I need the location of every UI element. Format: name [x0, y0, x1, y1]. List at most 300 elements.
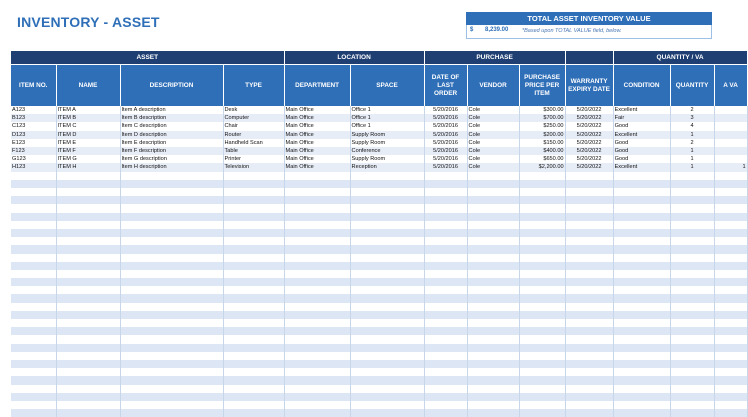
cell-quantity[interactable]: [670, 278, 714, 286]
cell-purchase-price[interactable]: [519, 360, 565, 368]
cell-space[interactable]: Conference: [350, 147, 424, 155]
cell-description[interactable]: Item C description: [120, 122, 223, 130]
cell-vendor[interactable]: [467, 278, 519, 286]
cell-asset-value[interactable]: [714, 393, 747, 401]
cell-purchase-price[interactable]: [519, 262, 565, 270]
cell-asset-value[interactable]: [714, 344, 747, 352]
cell-quantity[interactable]: [670, 229, 714, 237]
cell-condition[interactable]: [613, 303, 670, 311]
cell-vendor[interactable]: Cole: [467, 131, 519, 139]
cell-date-last-order[interactable]: [424, 172, 467, 180]
cell-name[interactable]: [56, 401, 120, 409]
cell-vendor[interactable]: [467, 376, 519, 384]
cell-space[interactable]: [350, 204, 424, 212]
cell-warranty-expiry[interactable]: [565, 376, 613, 384]
cell-date-last-order[interactable]: [424, 368, 467, 376]
cell-department[interactable]: [284, 327, 350, 335]
cell-name[interactable]: ITEM B: [56, 114, 120, 122]
cell-vendor[interactable]: [467, 327, 519, 335]
cell-department[interactable]: [284, 213, 350, 221]
cell-department[interactable]: Main Office: [284, 131, 350, 139]
cell-condition[interactable]: [613, 237, 670, 245]
cell-quantity[interactable]: 3: [670, 114, 714, 122]
cell-description[interactable]: [120, 344, 223, 352]
cell-purchase-price[interactable]: [519, 204, 565, 212]
cell-name[interactable]: [56, 352, 120, 360]
cell-asset-value[interactable]: [714, 122, 747, 130]
cell-condition[interactable]: [613, 294, 670, 302]
cell-type[interactable]: [223, 401, 284, 409]
cell-quantity[interactable]: [670, 352, 714, 360]
cell-item-no[interactable]: [11, 385, 56, 393]
cell-condition[interactable]: [613, 401, 670, 409]
cell-name[interactable]: ITEM F: [56, 147, 120, 155]
cell-description[interactable]: [120, 188, 223, 196]
cell-vendor[interactable]: [467, 262, 519, 270]
cell-condition[interactable]: [613, 409, 670, 417]
cell-space[interactable]: [350, 294, 424, 302]
col-name[interactable]: NAME: [56, 65, 120, 107]
cell-department[interactable]: [284, 286, 350, 294]
cell-department[interactable]: [284, 237, 350, 245]
cell-department[interactable]: [284, 368, 350, 376]
cell-space[interactable]: [350, 237, 424, 245]
cell-asset-value[interactable]: [714, 139, 747, 147]
cell-date-last-order[interactable]: [424, 335, 467, 343]
cell-asset-value[interactable]: [714, 254, 747, 262]
cell-name[interactable]: ITEM D: [56, 131, 120, 139]
cell-type[interactable]: [223, 204, 284, 212]
cell-description[interactable]: [120, 204, 223, 212]
cell-vendor[interactable]: [467, 245, 519, 253]
cell-condition[interactable]: Fair: [613, 114, 670, 122]
cell-department[interactable]: [284, 196, 350, 204]
cell-date-last-order[interactable]: [424, 311, 467, 319]
cell-warranty-expiry[interactable]: 5/20/2022: [565, 155, 613, 163]
cell-space[interactable]: [350, 401, 424, 409]
cell-date-last-order[interactable]: [424, 327, 467, 335]
cell-type[interactable]: [223, 385, 284, 393]
cell-quantity[interactable]: [670, 335, 714, 343]
cell-condition[interactable]: Good: [613, 139, 670, 147]
cell-description[interactable]: [120, 401, 223, 409]
cell-name[interactable]: [56, 303, 120, 311]
cell-asset-value[interactable]: [714, 409, 747, 417]
cell-purchase-price[interactable]: [519, 344, 565, 352]
cell-description[interactable]: [120, 376, 223, 384]
cell-name[interactable]: [56, 237, 120, 245]
cell-item-no[interactable]: [11, 278, 56, 286]
cell-date-last-order[interactable]: [424, 278, 467, 286]
cell-quantity[interactable]: [670, 401, 714, 409]
cell-vendor[interactable]: [467, 172, 519, 180]
cell-condition[interactable]: [613, 229, 670, 237]
cell-department[interactable]: Main Office: [284, 147, 350, 155]
cell-date-last-order[interactable]: [424, 196, 467, 204]
cell-date-last-order[interactable]: [424, 270, 467, 278]
cell-vendor[interactable]: [467, 409, 519, 417]
cell-description[interactable]: Item G description: [120, 155, 223, 163]
cell-type[interactable]: [223, 180, 284, 188]
cell-quantity[interactable]: [670, 409, 714, 417]
cell-quantity[interactable]: [670, 368, 714, 376]
cell-type[interactable]: [223, 286, 284, 294]
cell-quantity[interactable]: [670, 270, 714, 278]
cell-description[interactable]: Item H description: [120, 163, 223, 171]
cell-warranty-expiry[interactable]: 5/20/2022: [565, 114, 613, 122]
cell-type[interactable]: Computer: [223, 114, 284, 122]
cell-name[interactable]: [56, 278, 120, 286]
cell-vendor[interactable]: [467, 385, 519, 393]
cell-item-no[interactable]: [11, 237, 56, 245]
cell-vendor[interactable]: [467, 196, 519, 204]
cell-quantity[interactable]: [670, 294, 714, 302]
cell-asset-value[interactable]: [714, 131, 747, 139]
cell-purchase-price[interactable]: [519, 368, 565, 376]
cell-name[interactable]: ITEM H: [56, 163, 120, 171]
cell-date-last-order[interactable]: [424, 237, 467, 245]
cell-department[interactable]: Main Office: [284, 155, 350, 163]
cell-item-no[interactable]: [11, 393, 56, 401]
cell-vendor[interactable]: [467, 254, 519, 262]
cell-asset-value[interactable]: [714, 196, 747, 204]
cell-quantity[interactable]: [670, 221, 714, 229]
cell-vendor[interactable]: [467, 303, 519, 311]
cell-condition[interactable]: [613, 352, 670, 360]
cell-quantity[interactable]: [670, 172, 714, 180]
cell-space[interactable]: Reception: [350, 163, 424, 171]
cell-warranty-expiry[interactable]: [565, 262, 613, 270]
cell-purchase-price[interactable]: $200.00: [519, 131, 565, 139]
cell-description[interactable]: [120, 409, 223, 417]
cell-space[interactable]: [350, 368, 424, 376]
cell-condition[interactable]: [613, 204, 670, 212]
cell-vendor[interactable]: [467, 368, 519, 376]
cell-space[interactable]: [350, 360, 424, 368]
cell-condition[interactable]: [613, 344, 670, 352]
cell-space[interactable]: [350, 393, 424, 401]
cell-description[interactable]: [120, 327, 223, 335]
cell-warranty-expiry[interactable]: [565, 303, 613, 311]
cell-purchase-price[interactable]: $400.00: [519, 147, 565, 155]
cell-vendor[interactable]: Cole: [467, 106, 519, 114]
cell-department[interactable]: [284, 409, 350, 417]
cell-description[interactable]: [120, 303, 223, 311]
cell-space[interactable]: [350, 221, 424, 229]
cell-asset-value[interactable]: 1: [714, 163, 747, 171]
cell-quantity[interactable]: [670, 196, 714, 204]
cell-purchase-price[interactable]: [519, 237, 565, 245]
cell-type[interactable]: [223, 294, 284, 302]
cell-warranty-expiry[interactable]: [565, 335, 613, 343]
cell-warranty-expiry[interactable]: [565, 311, 613, 319]
cell-description[interactable]: Item F description: [120, 147, 223, 155]
cell-vendor[interactable]: Cole: [467, 114, 519, 122]
cell-warranty-expiry[interactable]: [565, 278, 613, 286]
cell-department[interactable]: Main Office: [284, 163, 350, 171]
cell-item-no[interactable]: [11, 221, 56, 229]
cell-warranty-expiry[interactable]: 5/20/2022: [565, 163, 613, 171]
cell-item-no[interactable]: [11, 286, 56, 294]
cell-department[interactable]: Main Office: [284, 139, 350, 147]
cell-description[interactable]: [120, 221, 223, 229]
cell-description[interactable]: [120, 393, 223, 401]
cell-item-no[interactable]: [11, 319, 56, 327]
cell-purchase-price[interactable]: [519, 401, 565, 409]
cell-asset-value[interactable]: [714, 172, 747, 180]
cell-vendor[interactable]: [467, 229, 519, 237]
cell-name[interactable]: [56, 294, 120, 302]
cell-asset-value[interactable]: [714, 114, 747, 122]
cell-description[interactable]: [120, 319, 223, 327]
cell-vendor[interactable]: [467, 335, 519, 343]
cell-warranty-expiry[interactable]: [565, 237, 613, 245]
cell-name[interactable]: [56, 368, 120, 376]
cell-space[interactable]: [350, 180, 424, 188]
cell-quantity[interactable]: [670, 393, 714, 401]
col-warranty-expiry[interactable]: WARRANTY EXPIRY DATE: [565, 65, 613, 107]
cell-vendor[interactable]: [467, 221, 519, 229]
cell-space[interactable]: Office 1: [350, 114, 424, 122]
cell-description[interactable]: [120, 270, 223, 278]
cell-warranty-expiry[interactable]: [565, 294, 613, 302]
cell-purchase-price[interactable]: [519, 294, 565, 302]
cell-name[interactable]: [56, 204, 120, 212]
cell-item-no[interactable]: [11, 376, 56, 384]
col-space[interactable]: SPACE: [350, 65, 424, 107]
cell-warranty-expiry[interactable]: [565, 270, 613, 278]
col-purchase-price[interactable]: PURCHASE PRICE PER ITEM: [519, 65, 565, 107]
cell-purchase-price[interactable]: [519, 188, 565, 196]
cell-date-last-order[interactable]: 5/20/2016: [424, 163, 467, 171]
cell-warranty-expiry[interactable]: [565, 352, 613, 360]
cell-warranty-expiry[interactable]: [565, 180, 613, 188]
cell-type[interactable]: [223, 254, 284, 262]
cell-warranty-expiry[interactable]: [565, 286, 613, 294]
cell-department[interactable]: [284, 262, 350, 270]
cell-asset-value[interactable]: [714, 270, 747, 278]
cell-description[interactable]: [120, 294, 223, 302]
cell-vendor[interactable]: [467, 188, 519, 196]
cell-description[interactable]: [120, 213, 223, 221]
cell-vendor[interactable]: [467, 270, 519, 278]
cell-condition[interactable]: [613, 335, 670, 343]
cell-quantity[interactable]: [670, 286, 714, 294]
cell-quantity[interactable]: [670, 303, 714, 311]
cell-description[interactable]: [120, 335, 223, 343]
cell-description[interactable]: [120, 172, 223, 180]
cell-department[interactable]: [284, 278, 350, 286]
cell-space[interactable]: Supply Room: [350, 139, 424, 147]
cell-asset-value[interactable]: [714, 319, 747, 327]
cell-purchase-price[interactable]: $300.00: [519, 106, 565, 114]
cell-quantity[interactable]: [670, 254, 714, 262]
cell-asset-value[interactable]: [714, 106, 747, 114]
cell-quantity[interactable]: [670, 188, 714, 196]
cell-asset-value[interactable]: [714, 221, 747, 229]
cell-description[interactable]: [120, 229, 223, 237]
cell-item-no[interactable]: [11, 245, 56, 253]
cell-condition[interactable]: [613, 270, 670, 278]
cell-warranty-expiry[interactable]: [565, 368, 613, 376]
cell-warranty-expiry[interactable]: 5/20/2022: [565, 147, 613, 155]
cell-type[interactable]: [223, 172, 284, 180]
cell-type[interactable]: [223, 221, 284, 229]
cell-date-last-order[interactable]: 5/20/2016: [424, 131, 467, 139]
cell-date-last-order[interactable]: [424, 286, 467, 294]
cell-quantity[interactable]: [670, 213, 714, 221]
cell-condition[interactable]: Good: [613, 155, 670, 163]
cell-description[interactable]: [120, 196, 223, 204]
cell-department[interactable]: [284, 311, 350, 319]
cell-item-no[interactable]: [11, 294, 56, 302]
cell-quantity[interactable]: [670, 344, 714, 352]
cell-asset-value[interactable]: [714, 245, 747, 253]
cell-quantity[interactable]: [670, 311, 714, 319]
cell-item-no[interactable]: B123: [11, 114, 56, 122]
cell-type[interactable]: [223, 335, 284, 343]
cell-date-last-order[interactable]: 5/20/2016: [424, 122, 467, 130]
cell-quantity[interactable]: [670, 262, 714, 270]
cell-purchase-price[interactable]: [519, 409, 565, 417]
cell-space[interactable]: Office 1: [350, 122, 424, 130]
cell-department[interactable]: [284, 319, 350, 327]
cell-condition[interactable]: [613, 376, 670, 384]
cell-warranty-expiry[interactable]: [565, 385, 613, 393]
cell-asset-value[interactable]: [714, 278, 747, 286]
cell-purchase-price[interactable]: [519, 319, 565, 327]
cell-item-no[interactable]: A123: [11, 106, 56, 114]
cell-warranty-expiry[interactable]: 5/20/2022: [565, 106, 613, 114]
cell-space[interactable]: [350, 385, 424, 393]
cell-warranty-expiry[interactable]: [565, 401, 613, 409]
cell-name[interactable]: ITEM E: [56, 139, 120, 147]
cell-name[interactable]: [56, 319, 120, 327]
cell-purchase-price[interactable]: [519, 385, 565, 393]
cell-description[interactable]: [120, 286, 223, 294]
cell-name[interactable]: [56, 393, 120, 401]
cell-item-no[interactable]: [11, 344, 56, 352]
cell-date-last-order[interactable]: [424, 245, 467, 253]
col-type[interactable]: TYPE: [223, 65, 284, 107]
cell-item-no[interactable]: D123: [11, 131, 56, 139]
cell-space[interactable]: [350, 311, 424, 319]
cell-warranty-expiry[interactable]: [565, 409, 613, 417]
cell-purchase-price[interactable]: $150.00: [519, 139, 565, 147]
cell-date-last-order[interactable]: [424, 188, 467, 196]
cell-quantity[interactable]: 1: [670, 155, 714, 163]
cell-type[interactable]: Television: [223, 163, 284, 171]
cell-condition[interactable]: Excellent: [613, 106, 670, 114]
total-value-cell[interactable]: [466, 25, 712, 39]
col-condition[interactable]: CONDITION: [613, 65, 670, 107]
cell-warranty-expiry[interactable]: [565, 327, 613, 335]
cell-name[interactable]: [56, 196, 120, 204]
cell-type[interactable]: [223, 237, 284, 245]
cell-description[interactable]: Item E description: [120, 139, 223, 147]
cell-space[interactable]: [350, 229, 424, 237]
cell-purchase-price[interactable]: [519, 286, 565, 294]
cell-purchase-price[interactable]: [519, 254, 565, 262]
cell-department[interactable]: [284, 376, 350, 384]
cell-department[interactable]: [284, 401, 350, 409]
cell-quantity[interactable]: 2: [670, 139, 714, 147]
cell-date-last-order[interactable]: [424, 204, 467, 212]
cell-condition[interactable]: [613, 319, 670, 327]
col-date-last-order[interactable]: DATE OF LAST ORDER: [424, 65, 467, 107]
cell-purchase-price[interactable]: $250.00: [519, 122, 565, 130]
cell-name[interactable]: [56, 262, 120, 270]
cell-date-last-order[interactable]: [424, 180, 467, 188]
cell-description[interactable]: [120, 180, 223, 188]
cell-asset-value[interactable]: [714, 262, 747, 270]
cell-name[interactable]: [56, 376, 120, 384]
cell-item-no[interactable]: F123: [11, 147, 56, 155]
cell-condition[interactable]: [613, 213, 670, 221]
cell-description[interactable]: [120, 262, 223, 270]
cell-space[interactable]: [350, 376, 424, 384]
cell-purchase-price[interactable]: [519, 196, 565, 204]
cell-purchase-price[interactable]: $700.00: [519, 114, 565, 122]
cell-quantity[interactable]: [670, 360, 714, 368]
cell-name[interactable]: [56, 385, 120, 393]
cell-type[interactable]: [223, 344, 284, 352]
cell-vendor[interactable]: Cole: [467, 163, 519, 171]
cell-department[interactable]: Main Office: [284, 106, 350, 114]
cell-item-no[interactable]: [11, 401, 56, 409]
cell-department[interactable]: [284, 188, 350, 196]
cell-item-no[interactable]: [11, 352, 56, 360]
cell-purchase-price[interactable]: [519, 180, 565, 188]
cell-asset-value[interactable]: [714, 229, 747, 237]
cell-vendor[interactable]: [467, 401, 519, 409]
cell-warranty-expiry[interactable]: [565, 188, 613, 196]
cell-condition[interactable]: [613, 221, 670, 229]
cell-vendor[interactable]: [467, 294, 519, 302]
cell-item-no[interactable]: [11, 335, 56, 343]
col-department[interactable]: DEPARTMENT: [284, 65, 350, 107]
cell-warranty-expiry[interactable]: [565, 319, 613, 327]
cell-condition[interactable]: [613, 245, 670, 253]
cell-type[interactable]: [223, 188, 284, 196]
cell-condition[interactable]: [613, 278, 670, 286]
cell-purchase-price[interactable]: [519, 221, 565, 229]
cell-asset-value[interactable]: [714, 294, 747, 302]
cell-asset-value[interactable]: [714, 311, 747, 319]
cell-space[interactable]: [350, 344, 424, 352]
cell-type[interactable]: Chair: [223, 122, 284, 130]
cell-space[interactable]: [350, 270, 424, 278]
cell-purchase-price[interactable]: [519, 213, 565, 221]
cell-quantity[interactable]: 1: [670, 147, 714, 155]
cell-space[interactable]: [350, 327, 424, 335]
cell-asset-value[interactable]: [714, 180, 747, 188]
cell-vendor[interactable]: Cole: [467, 139, 519, 147]
cell-vendor[interactable]: [467, 360, 519, 368]
cell-condition[interactable]: [613, 262, 670, 270]
cell-department[interactable]: [284, 294, 350, 302]
cell-name[interactable]: [56, 311, 120, 319]
cell-type[interactable]: Handheld Scan: [223, 139, 284, 147]
cell-asset-value[interactable]: [714, 147, 747, 155]
col-description[interactable]: DESCRIPTION: [120, 65, 223, 107]
cell-vendor[interactable]: [467, 286, 519, 294]
cell-condition[interactable]: [613, 393, 670, 401]
cell-name[interactable]: [56, 409, 120, 417]
cell-date-last-order[interactable]: 5/20/2016: [424, 155, 467, 163]
cell-item-no[interactable]: G123: [11, 155, 56, 163]
cell-type[interactable]: [223, 368, 284, 376]
